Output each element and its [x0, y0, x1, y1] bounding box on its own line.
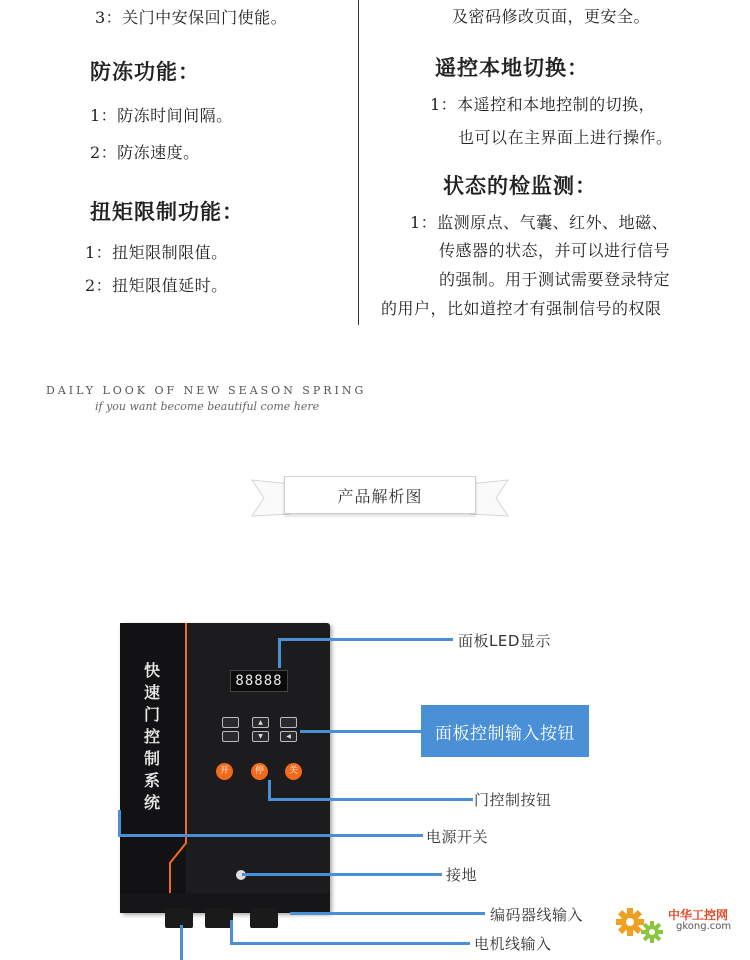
antifreeze-heading: 防冻功能：: [90, 59, 200, 84]
section-title: 产品解析图: [284, 476, 476, 514]
gear-logo-icon: [610, 900, 670, 950]
close-button[interactable]: 关: [285, 763, 302, 780]
up-key[interactable]: ▲: [252, 717, 269, 728]
antifreeze-item: 2：防冻速度。: [90, 143, 200, 162]
stop-button[interactable]: 停: [251, 763, 268, 780]
power-line-h: [118, 834, 423, 837]
cable-gland: [205, 908, 233, 928]
torque-heading: 扭矩限制功能：: [90, 199, 244, 224]
remote-line: 1：本遥控和本地控制的切换，: [430, 95, 656, 114]
open-button[interactable]: 开: [216, 763, 233, 780]
panel-key[interactable]: [222, 717, 239, 728]
down-key[interactable]: ▼: [252, 731, 269, 742]
ground-line: [242, 873, 442, 876]
door-buttons-callout: 门控制按钮: [474, 791, 552, 809]
input-buttons-callout: 面板控制输入按钮: [421, 705, 589, 757]
led-line-v: [278, 638, 281, 668]
motor-line-h: [230, 942, 470, 945]
led-line-h: [278, 638, 453, 641]
led-display: 88888: [230, 670, 288, 692]
tagline-main: DAILY LOOK OF NEW SEASON SPRING: [46, 384, 367, 397]
watermark-cn: 中华工控网: [668, 908, 729, 922]
remote-heading: 遥控本地切换：: [435, 55, 589, 80]
panel-key[interactable]: [280, 717, 297, 728]
left-key[interactable]: ◀: [280, 731, 297, 742]
status-line: 的用户，比如道控才有强制信号的权限: [381, 299, 662, 318]
feature-item: 3：关门中安保回门使能。: [95, 8, 288, 27]
status-line: 传感器的状态，并可以进行信号: [439, 241, 671, 260]
cable-line: [180, 925, 183, 960]
status-heading: 状态的检监测：: [443, 173, 597, 198]
door-line-v: [268, 780, 271, 800]
motor-line-v: [230, 920, 233, 943]
status-line: 的强制。用于测试需要登录特定: [439, 270, 671, 289]
status-line: 1：监测原点、气囊、红外、地磁、: [410, 213, 669, 232]
led-callout: 面板LED显示: [458, 632, 551, 650]
encoder-line: [290, 912, 485, 915]
panel-key[interactable]: [222, 731, 239, 742]
cable-gland: [250, 908, 278, 928]
watermark-url: gkong.com: [676, 921, 732, 932]
feature-item: 及密码修改页面，更安全。: [452, 7, 651, 26]
column-divider: [358, 0, 359, 325]
power-line-v: [118, 810, 121, 835]
motor-callout: 电机线输入: [474, 935, 552, 953]
device-vertical-title: 快速门控制系统: [143, 661, 160, 812]
torque-item: 2：扭矩限值延时。: [85, 276, 228, 295]
remote-line: 也可以在主界面上进行操作。: [458, 128, 673, 147]
encoder-callout: 编码器线输入: [490, 906, 584, 924]
ground-callout: 接地: [446, 866, 478, 884]
door-line-h: [268, 798, 473, 801]
antifreeze-item: 1：防冻时间间隔。: [90, 106, 233, 125]
torque-item: 1：扭矩限制限值。: [85, 243, 228, 262]
cable-gland: [165, 908, 193, 928]
keys-line: [300, 730, 421, 733]
power-switch-callout: 电源开关: [426, 828, 489, 846]
tagline-sub: if you want become beautiful come here: [95, 400, 320, 413]
